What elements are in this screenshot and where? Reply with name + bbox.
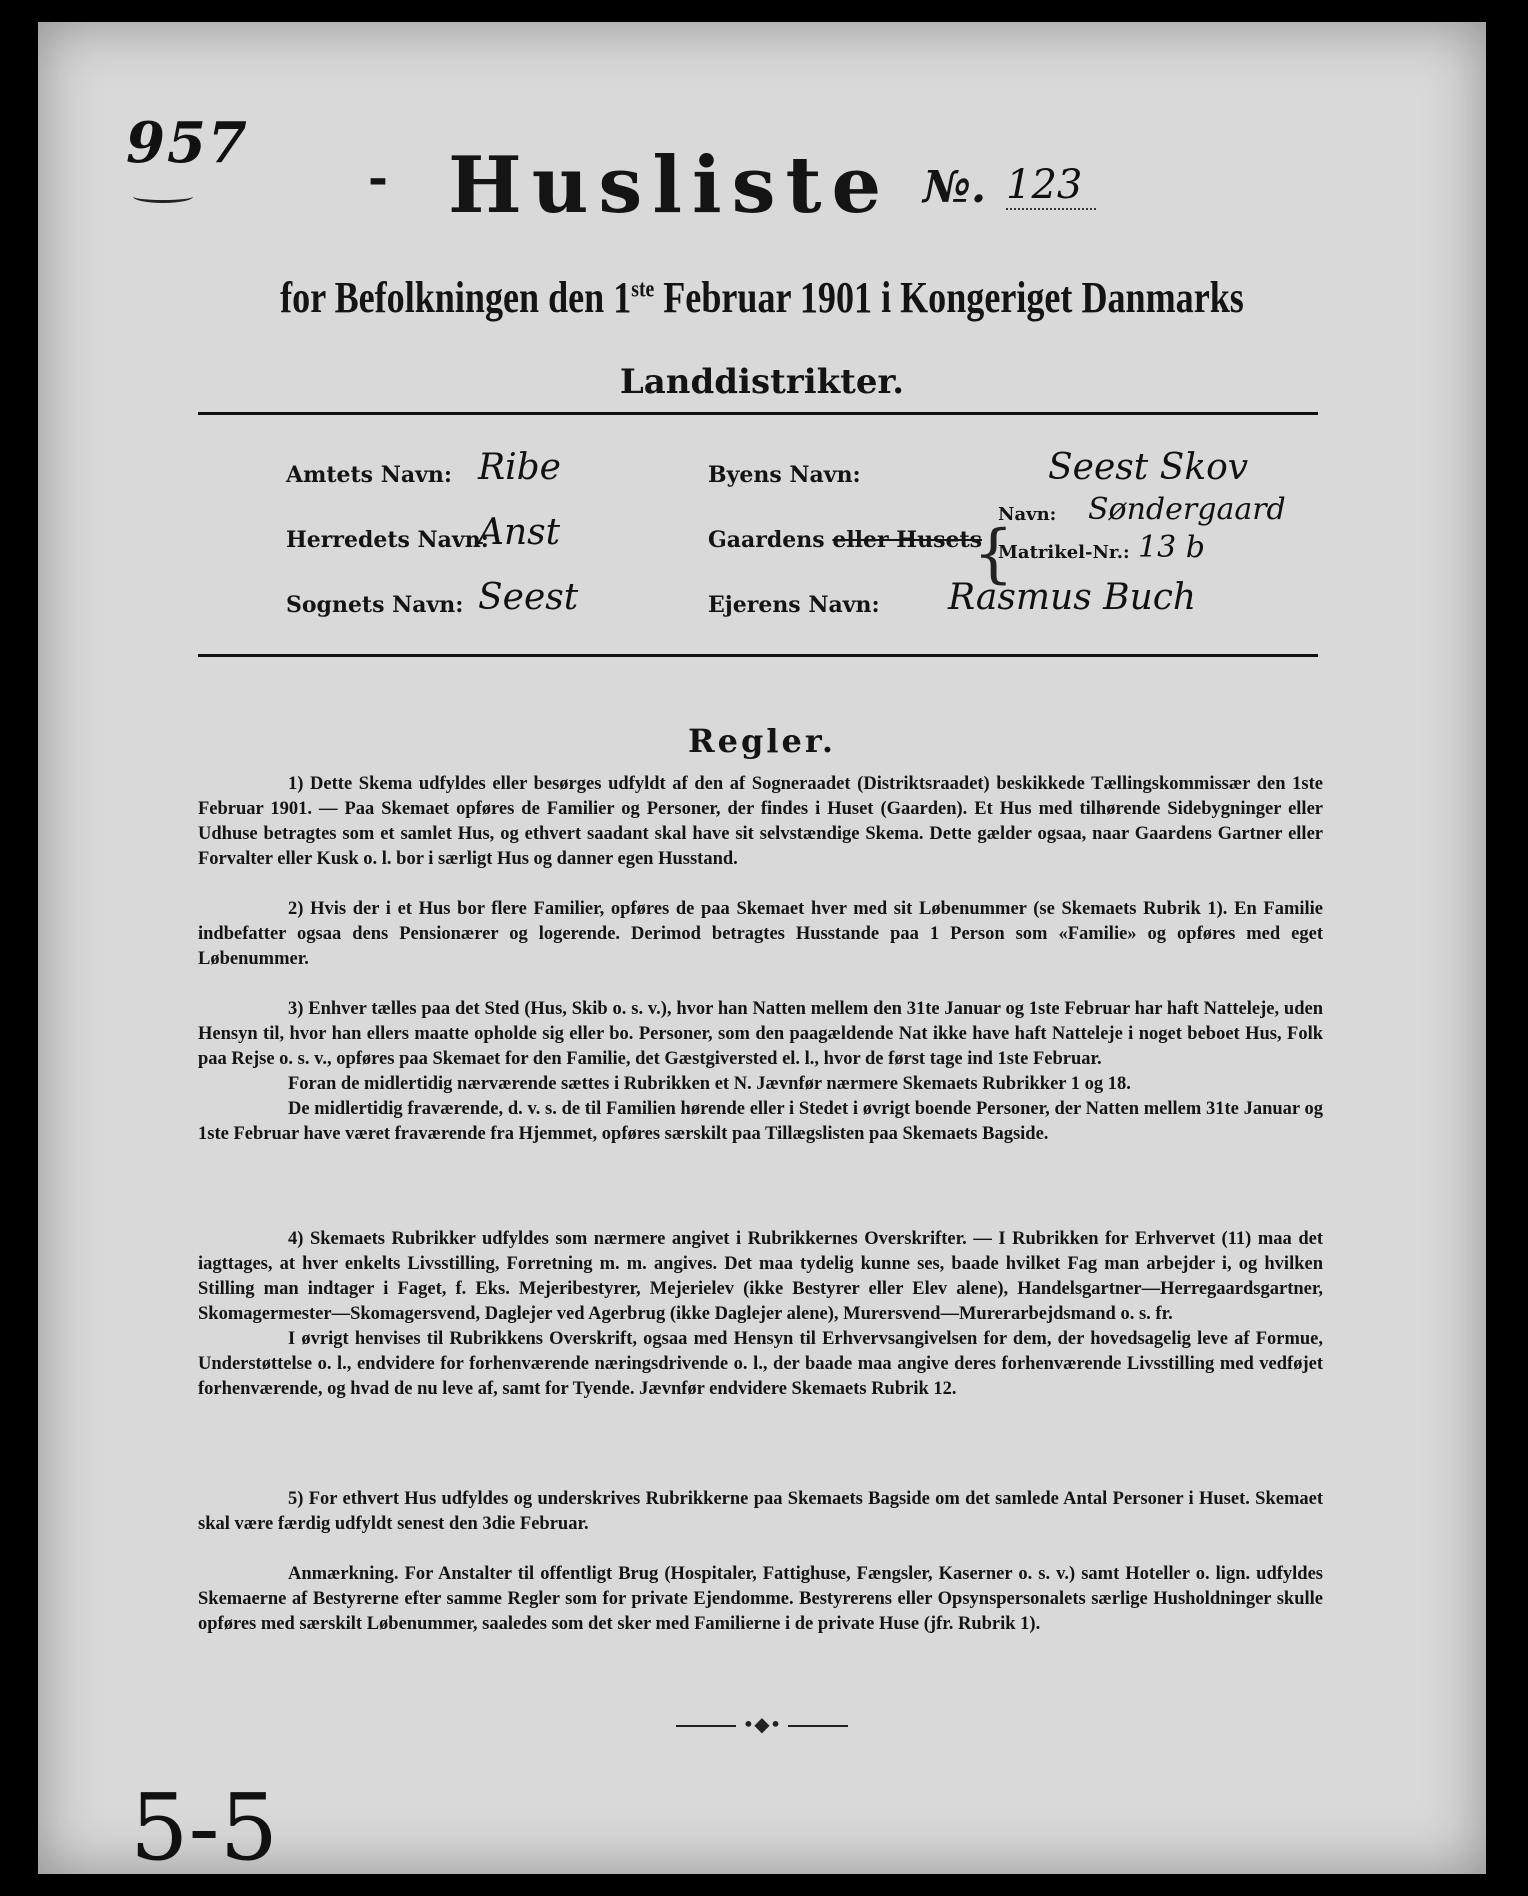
ornament-line-right	[788, 1725, 848, 1727]
number-label: №.	[923, 162, 987, 213]
note-text: Anmærkning. For Anstalter til offentligt Brug (Hospitaler, Fattighuse, Fængsler, Kaserner o. s. v.) samt Hoteller o. lign. udfyldes Skemaerne af Bestyrerne efter samme Regler som for private Ejendomme. Bestyrerens eller Opsynspersonalets særlige Husholdninger skulle opføres med særskilt Løbenummer, saaledes som det sker med Familierne i de private Huse (jfr. Rubrik 1).	[198, 1564, 1323, 1634]
rule-5	[198, 1487, 1323, 1537]
subtitle-pre: for Befolkningen den 1	[280, 273, 632, 322]
district-heading: Landdistrikter.	[619, 362, 905, 402]
form-subtitle	[168, 272, 1355, 323]
top-divider	[198, 412, 1318, 415]
census-form	[38, 22, 1486, 1874]
matrikel-label: Matrikel-Nr.:	[998, 542, 1130, 563]
navn-value: Søndergaard	[1088, 492, 1286, 527]
rule-3c-text: De midlertidig fraværende, d. v. s. de til Familien hørende eller i Stedet i øvrigt boende Personer, der Natten mellem 31te Januar og 1ste Februar have været fraværende fra Hjemmet, opføres særskilt paa Tillægslisten paa Skemaets Bagside.	[198, 1099, 1323, 1144]
ornament-line-left	[676, 1725, 736, 1727]
subtitle-sup: ste	[631, 276, 655, 303]
number-value: 123	[1006, 162, 1096, 210]
sogn-value: Seest	[478, 577, 579, 618]
rule-1-text: 1) Dette Skema udfyldes eller besørges udfyldt af den af Sogneraadet (Distriktsraadet) beskikkede Tællingskommissær den 1ste Februar 1901. — Paa Skemaet opføres de Familier og Personer, der findes i Huset (Gaarden). Et Hus med tilhørende Sidebygninger eller Udhuse betragtes som et samlet Hus, og ethvert saadant skal have sit selvstændige Skema. Dette gælder ogsaa, naar Gaardens Gartner eller Forvalter eller Kusk o. l. bor i særligt Hus og danner egen Husstand.	[198, 774, 1323, 869]
gaard-label-struck: eller Husets	[832, 527, 982, 553]
brace-glyph: {	[973, 517, 1014, 591]
rule-5-text: 5) For ethvert Hus udfyldes og underskrives Rubrikkerne paa Skemaets Bagside om det samlede Antal Personer i Huset. Skemaet skal være færdig udfyldt senest den 3die Februar.	[198, 1489, 1323, 1534]
rule-4a-text: 4) Skemaets Rubrikker udfyldes som nærmere angivet i Rubrikkernes Overskrifter. — I Rubrikken for Erhvervet (11) maa det iagttages, at hver enkelts Livsstilling, Forretning m. m. angives. Det maa tydelig kunne ses, baade hvilket Fag man arbejder i, og hvilken Stilling man indtager i Faget, f. Eks. Mejeribestyrer, Mejerielev (ikke Bestyrer eller Elev alene), Handelsgartner—Herregaardsgartner, Skomagermester—Skomagersvend, Daglejer ved Agerbrug (ikke Daglejer alene), Murersvend—Murerarbejdsmand o. s. fr.	[198, 1229, 1323, 1324]
note	[198, 1562, 1323, 1637]
rule-2	[198, 897, 1323, 972]
sogn-label: Sognets Navn:	[286, 592, 464, 618]
title-dash: -	[368, 150, 388, 206]
page-number-underline	[133, 190, 193, 203]
ornament-glyph: •◆•	[742, 1712, 782, 1736]
gaard-label	[708, 527, 982, 553]
bottom-handwritten-note: 5-5	[130, 1774, 279, 1874]
matrikel-value: 13 b	[1138, 530, 1205, 565]
by-value: Seest Skov	[1048, 447, 1249, 488]
navn-label: Navn:	[998, 504, 1057, 525]
amt-value: Ribe	[478, 447, 561, 488]
subtitle-post: Februar 1901 i Kongeriget Danmarks	[654, 273, 1244, 322]
ornament	[38, 1712, 1486, 1736]
rule-3	[198, 997, 1323, 1147]
bottom-divider	[198, 654, 1318, 657]
rule-4b-text: I øvrigt henvises til Rubrikkens Overskrift, ogsaa med Hensyn til Erhvervsangivelsen for dem, der hovedsagelig leve af Formue, Understøttelse o. l., endvidere for forhenværende næringsdrivende o. l., der baade maa angive deres forhenværende Livsstilling med vedføjet forhenværende, og hvad de nu leve af, samt for Tyende. Jævnfør endvidere Skemaets Rubrik 12.	[198, 1329, 1323, 1399]
amt-label: Amtets Navn:	[286, 462, 452, 488]
rules-title: Regler.	[688, 722, 836, 760]
page-number: 957	[126, 110, 249, 176]
herred-label: Herredets Navn:	[286, 527, 489, 553]
form-title: Husliste	[448, 140, 892, 231]
herred-value: Anst	[478, 512, 561, 553]
rule-3a-text: 3) Enhver tælles paa det Sted (Hus, Skib o. s. v.), hvor han Natten mellem den 31te Januar og 1ste Februar har haft Natteleje, uden Hensyn til, hvor han ellers maatte opholde sig eller bo. Personer, som den paagældende Nat ikke have haft Natteleje i noget beboet Hus, Folk paa Rejse o. s. v., opføres paa Skemaet for den Familie, det Gæstgiversted el. l., hvor de først tage ind 1ste Februar.	[198, 999, 1323, 1069]
ejer-value: Rasmus Buch	[948, 577, 1197, 618]
gaard-label-a: Gaardens	[708, 527, 825, 553]
ejer-label: Ejerens Navn:	[708, 592, 880, 618]
rule-2-text: 2) Hvis der i et Hus bor flere Familier, opføres de paa Skemaet hver med sit Løbenummer (se Skemaets Rubrik 1). En Familie indbefatter ogsaa dens Pensionærer og logerende. Derimod betragtes Husstande paa 1 Person som «Familie» og opføres med eget Løbenummer.	[198, 899, 1323, 969]
rule-4	[198, 1227, 1323, 1402]
by-label: Byens Navn:	[708, 462, 861, 488]
rule-3b-text: Foran de midlertidig nærværende sættes i Rubrikken et N. Jævnfør nærmere Skemaets Rubrikker 1 og 18.	[288, 1074, 1131, 1094]
rule-1	[198, 772, 1323, 872]
